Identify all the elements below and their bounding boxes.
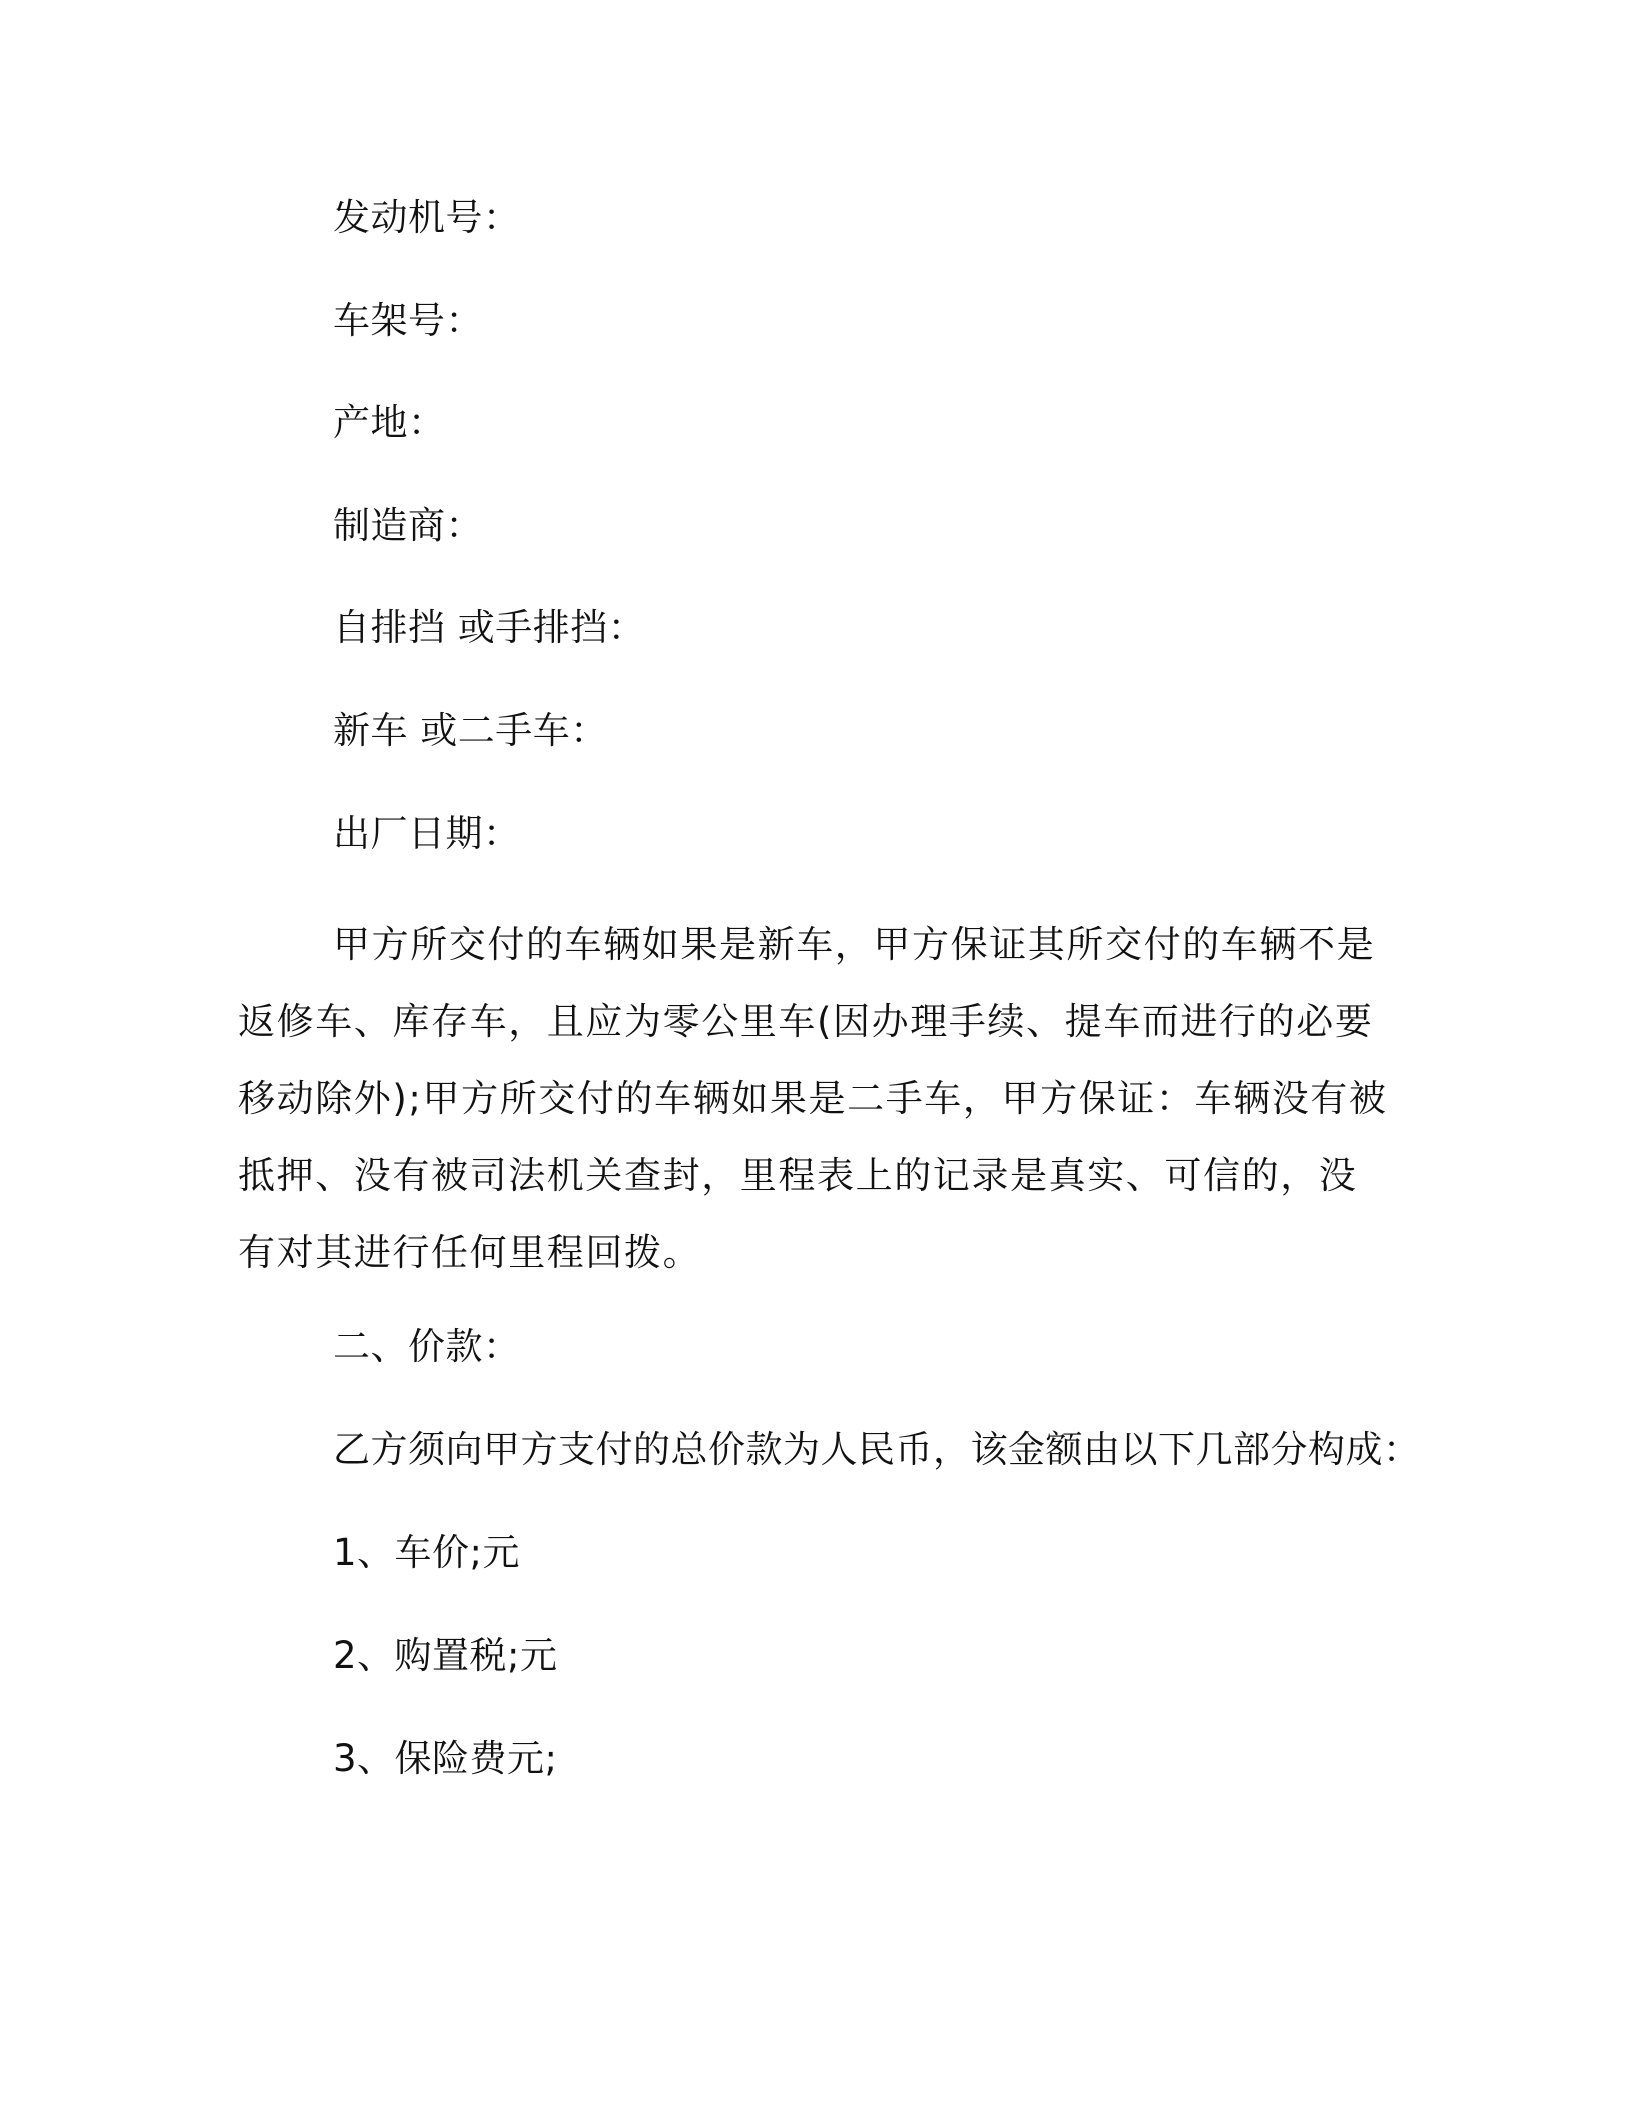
transmission-label: 自排挡 或手排挡： <box>333 606 646 649</box>
price-item-purchase-tax: 2、购置税;元 <box>333 1634 558 1677</box>
origin-label: 产地： <box>333 401 446 444</box>
price-item-insurance: 3、保险费元; <box>333 1737 558 1780</box>
price-item-car: 1、车价;元 <box>333 1531 521 1574</box>
manufacture-date-label: 出厂日期： <box>333 812 521 855</box>
new-or-used-label: 新车 或二手车： <box>333 709 608 752</box>
price-intro-text: 乙方须向甲方支付的总价款为人民币，该金额由以下几部分构成： <box>333 1428 1421 1471</box>
price-section-heading: 二、价款： <box>333 1325 521 1368</box>
chassis-number-label: 车架号： <box>333 299 483 342</box>
engine-number-label: 发动机号： <box>333 196 521 239</box>
guarantee-paragraph: 甲方所交付的车辆如果是新车，甲方保证其所交付的车辆不是返修车、库存车，且应为零公里车(因办理手续、提车而进行的必要移动除外);甲方所交付的车辆如果是二手车，甲方保证：车辆没有被抵押、没有被司法机关查封，里程表上的记录是真实、可信的，没有对其进行任何里程回拨。 <box>238 923 1388 1274</box>
manufacturer-label: 制造商： <box>333 504 483 547</box>
